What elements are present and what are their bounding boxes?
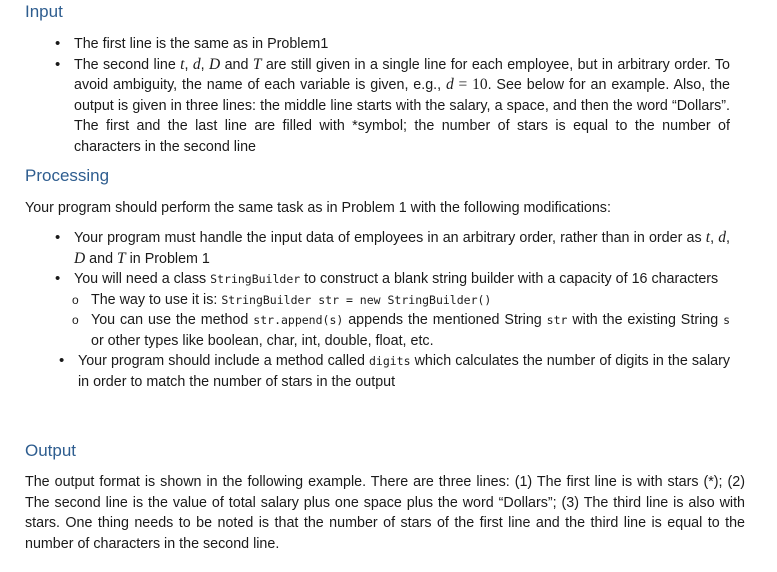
processing-intro: Your program should perform the same task as in Problem 1 with the following modifications: — [25, 200, 611, 216]
input-heading: Input — [25, 2, 63, 21]
processing-bullet-1: • Your program must handle the input data of employees in an arbitrary order, rather than in order as t, d, D and T in Problem 1 — [55, 228, 730, 269]
output-paragraph: The output format is shown in the following example. There are three lines: (1) The first line is with stars (*); (2) The second line is the value of total salary plus one space plus the word “Dollars”; (3) The third line is also with stars. One thing needs to be noted is that the number of stars of the first line and the third line is equal to the number of characters in the second line. — [25, 474, 745, 552]
processing-bullet-3: • Your program should include a method called digits which calculates the number of digits in the salary in order to match the number of stars in the output — [59, 351, 730, 392]
input-bullet-2: • The second line t, d, D and T are still given in a single line for each employee, but in arbitrary order. To avoid ambiguity, the name of each variable is given, e.g., d = 10. See below for an example. Also, the output is given in three lines: the middle line starts with the salary, a space, and then the word “Dollars”. The first and the last line are filled with *symbol; the number of stars is equal to the number of characters in the second line — [55, 55, 730, 158]
output-heading: Output — [25, 441, 77, 460]
processing-bullet-2: • You will need a class StringBuilder to construct a blank string builder with a capacity of 16 characters o The way to use it is: StringBuilder str = new StringBuilder() o You can use the method str.append(s) appends the mentioned String str with the existing String s or other types like boolean, char, int, double, float, etc. — [55, 269, 730, 351]
input-bullet-1: • The first line is the same as in Problem1 — [55, 34, 730, 55]
processing-subbullet-1: o The way to use it is: StringBuilder str = new StringBuilder() — [55, 290, 730, 311]
input-bullets — [55, 34, 730, 157]
processing-heading: Processing — [25, 166, 110, 185]
processing-subbullet-2: o You can use the method str.append(s) appends the mentioned String str with the existing String s or other types like boolean, char, int, double, float, etc. — [55, 310, 730, 351]
processing-bullets — [55, 228, 730, 392]
processing-subbullets — [55, 290, 730, 352]
